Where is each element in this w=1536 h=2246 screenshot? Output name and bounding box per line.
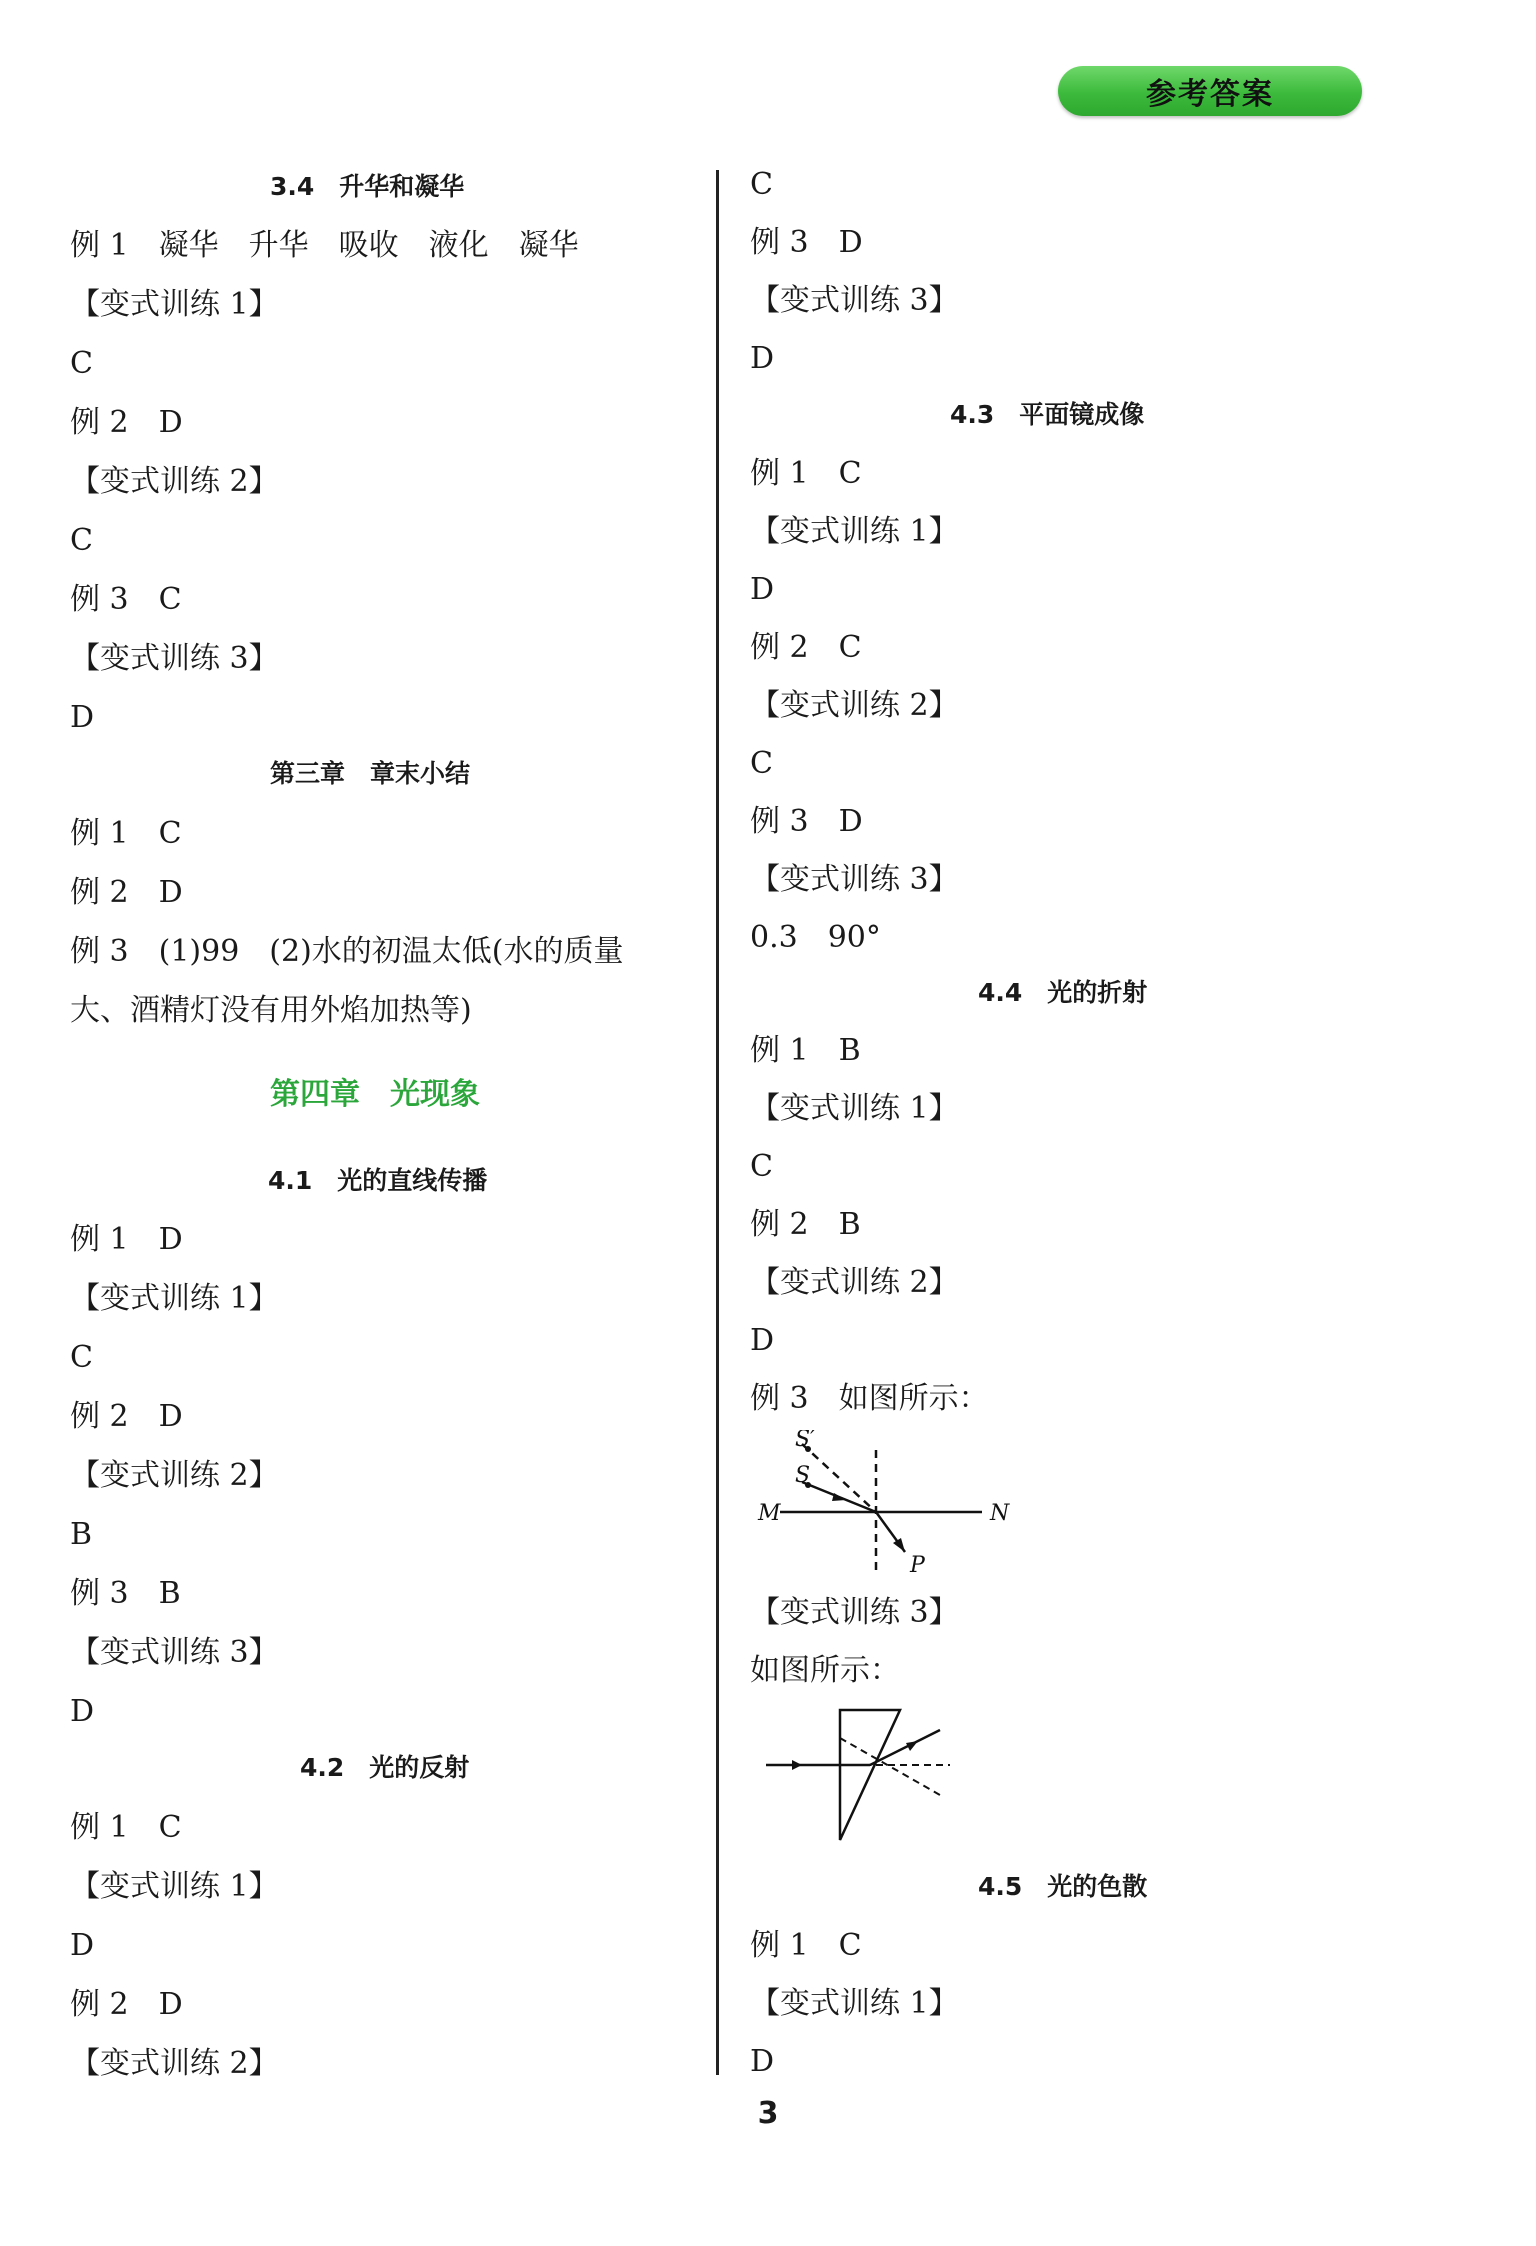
answer-line: 【变式训练 1】 [750,1091,959,1126]
answer-line: 【变式训练 2】 [70,1458,279,1493]
prism-refraction-diagram [760,1700,960,1850]
label-s: S [795,1463,811,1488]
answer-line: 【变式训练 3】 [70,641,279,676]
answer-line: 例 3 C [70,582,182,617]
answer-line: 【变式训练 3】 [750,1595,959,1630]
answer-line: 例 1 C [750,1928,862,1963]
answer-line: 例 3 D [750,225,863,260]
section-heading-4-1: 4.1 光的直线传播 [268,1166,488,1195]
answer-line: 例 3 B [70,1576,181,1611]
answer-line: 【变式训练 2】 [750,1265,959,1300]
answer-key-badge: 参考答案 [1058,66,1362,116]
answer-line: C [750,746,773,781]
label-n: N [990,1501,1010,1526]
answer-line: 例 1 C [70,1810,182,1845]
answer-line: 【变式训练 2】 [70,2046,279,2081]
answer-line: 【变式训练 1】 [70,287,279,322]
answer-line: C [70,523,93,558]
label-m: M [758,1501,781,1526]
answer-line: 【变式训练 1】 [750,514,959,549]
answer-line: C [750,167,773,202]
answer-line: D [750,572,775,607]
page-number: 3 [757,2096,779,2131]
column-divider [716,170,719,2075]
section-heading-4-4: 4.4 光的折射 [978,978,1148,1007]
arrow-icon [792,1760,802,1770]
arrow-icon [893,1538,905,1552]
normal-dashed-line [840,1738,940,1795]
answer-line: 例 2 D [70,1399,183,1434]
refracted-ray [870,1730,940,1765]
answer-line: D [70,1694,95,1729]
answer-line: 例 1 B [750,1033,861,1068]
label-p: P [910,1553,925,1578]
answer-line: 【变式训练 3】 [750,283,959,318]
section-heading-4-2: 4.2 光的反射 [300,1753,470,1782]
answer-line: 例 2 B [750,1207,861,1242]
answer-line: 例 3 如图所示： [750,1381,989,1416]
answer-line: B [70,1517,93,1552]
answer-line: 【变式训练 2】 [750,688,959,723]
answer-line: D [750,1323,775,1358]
answer-line: 如图所示： [750,1653,900,1688]
answer-line: 例 1 D [70,1222,183,1257]
answer-line: D [70,1928,95,1963]
answer-line: 例 2 D [70,875,183,910]
answer-line: 例 1 C [750,456,862,491]
answer-line: 例 2 C [750,630,862,665]
answer-line: C [70,346,93,381]
label-s-prime: S′ [795,1430,816,1452]
section-heading-4-3: 4.3 平面镜成像 [950,400,1145,429]
section-heading-chapter3-summary: 第三章 章末小结 [270,759,471,788]
answer-line: C [750,1149,773,1184]
answer-line: 例 2 D [70,405,183,440]
answer-line: 0.3 90° [750,920,881,955]
section-heading-4-5: 4.5 光的色散 [978,1872,1148,1901]
arrow-icon [832,1493,846,1501]
answer-line: 【变式训练 3】 [750,862,959,897]
arrow-icon [906,1741,918,1751]
answer-line: 例 3 D [750,804,863,839]
reflection-diagram [750,1430,1050,1580]
prism-triangle [840,1710,900,1840]
answer-line: 例 2 D [70,1987,183,2022]
answer-line: C [70,1340,93,1375]
answer-line: D [70,700,95,735]
answer-line: 【变式训练 1】 [70,1869,279,1904]
answer-line: 例 1 凝华 升华 吸收 液化 凝华 [70,228,579,263]
virtual-ray-dashed [802,1444,876,1512]
chapter-title-4: 第四章 光现象 [270,1077,480,1112]
answer-line: 【变式训练 2】 [70,464,279,499]
answer-line: D [750,341,775,376]
answer-line: D [750,2044,775,2079]
section-heading-3-4: 3.4 升华和凝华 [270,172,465,201]
answer-line: 【变式训练 1】 [750,1986,959,2021]
answer-line: 【变式训练 1】 [70,1281,279,1316]
answer-line: 例 3 (1)99 (2)水的初温太低(水的质量 [70,934,624,969]
answer-line: 大、酒精灯没有用外焰加热等) [70,993,472,1028]
answer-line: 例 1 C [70,816,182,851]
answer-line: 【变式训练 3】 [70,1635,279,1670]
